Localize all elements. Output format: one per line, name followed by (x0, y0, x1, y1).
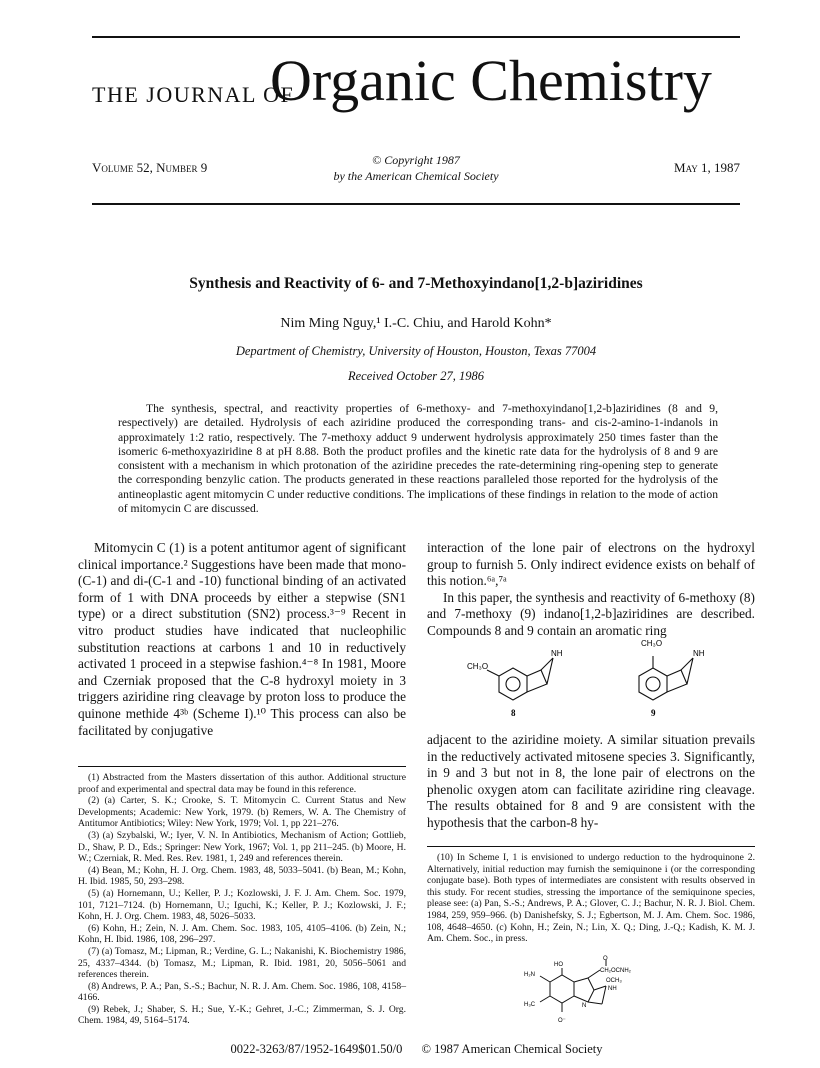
scheme-o-minus: O⁻ (558, 1018, 566, 1024)
article-code: 0022-3263/87/1952-1649$01.50/0 (230, 1042, 403, 1056)
scheme-och3: OCH₃ (606, 978, 622, 984)
issue-date: May 1, 1987 (674, 160, 740, 175)
copyright-line-2: by the American Chemical Society (333, 169, 499, 183)
body-column-left (78, 540, 406, 739)
body-paragraph: Mitomycin C (1) is a potent antitumor agent of significant clinical importance.² Suggestions have been made that mono-(C-1) and di-(C-1 and -10) functional binding of an activated form of 1 with DNA proceeds by either a stepwise (SN1 type) or a direct substitution (SN2) process.³⁻⁹ Recent in vitro product studies have indicated that nucleophilic substitution reactions at carbons 1 and 10 in reductively activated 1 proceed in a stepwise fashion.⁴⁻⁸ In 1981, Moore and Czerniak proposed that the C-8 hydroxyl moiety in 3 triggers aziridine ring cleavage by proton loss to produce the quinone methide 4³ᵇ (Scheme I).¹⁰ This process can also be facilitated by conjugative (78, 540, 406, 738)
footnote: (3) (a) Szybalski, W.; Iyer, V. N. In Antibiotics, Mechanism of Action; Gottlieb, D., Shaw, P. D., Eds.; Springer: New York, 1967; Vol. 1, pp 211–245. (b) Moore, H. W.; Czerniak, R. Med. Res. Rev. 1981, 1, 249 and references therein. (78, 829, 406, 865)
structure-8-number: 8 (511, 708, 516, 718)
structure-8-substituent: CH₃O (467, 662, 489, 671)
body-paragraph: interaction of the lone pair of electrons on the hydroxyl group to furnish 5. Only indirect evidence exists on behalf of this notion.⁶ᵃ,⁷ᵃ (427, 540, 755, 589)
journal-masthead (92, 48, 740, 128)
structure-9-nh: NH (693, 649, 705, 658)
scheme-carbonyl-o: O (603, 956, 608, 962)
footnote: (10) In Scheme I, 1 is envisioned to undergo reduction to the hydroquinone 2. Alternatively, initial reduction may furnish the semiquinone i (or the corresponding conjugate base). Both types of intermediates are consistent with results observed in this study. For recent studies, stressing the importance of the semiquinone species, please see: (a) Pan, S.-S.; Andrews, P. A.; Glover, C. J.; Bachur, N. R. J. Biol. Chem. 1984, 259, 959–966. (b) Danishefsky, S. J.; Egbertson, M. J. Am. Chem. Soc. 1986, 108, 4648–4650. (c) Kohn, H.; Zein, N.; Lin, X. Q.; Ding, J.-Q.; Kadish, K. M. J. Am. Chem. Soc., in press. (427, 852, 755, 945)
footnotes-right (427, 852, 755, 945)
issue-line (92, 152, 740, 186)
structure-9-number: 9 (651, 708, 656, 718)
copyright-block (92, 152, 740, 184)
structure-9 (639, 656, 693, 700)
article-authors: Nim Ming Nguy,¹ I.-C. Chiu, and Harold Kohn* (280, 316, 552, 331)
footer-copyright: © 1987 American Chemical Society (421, 1042, 603, 1056)
top-rule (92, 36, 740, 38)
footnote: (1) Abstracted from the Masters dissertation of this author. Additional structure proof and experimental and spectral data may be found in this reference. (78, 772, 406, 795)
page-footer (78, 1042, 755, 1057)
structure-9-substituent: CH₃O (641, 639, 663, 648)
scheme-h3c: H₃C (524, 1002, 536, 1008)
scheme-carbamate: CH₂OCNH₂ (600, 968, 631, 974)
received-date: Received October 27, 1986 (347, 369, 485, 383)
body-column-right-continued (427, 732, 755, 832)
footnote-rule-right (427, 846, 755, 847)
journal-title: Organic Chemistry (270, 48, 712, 113)
scheme-h2n: H₂N (524, 972, 535, 978)
scheme-nh: NH (608, 986, 617, 992)
footnote-rule-left (78, 766, 406, 767)
author-affiliation: Department of Chemistry, University of Houston, Houston, Texas 77004 (235, 344, 597, 358)
footnote: (2) (a) Carter, S. K.; Crooke, S. T. Mitomycin C. Current Status and New Developments; Academic: New York, 1979. (b) Remers, W. A. The Chemistry of Antitumor Antibiotics; Wiley: New York, 1979; Vol. 1, pp 221–276. (78, 795, 406, 830)
volume-number: Volume 52, Number 9 (92, 160, 208, 175)
footnote-scheme-structure (520, 956, 660, 1030)
footnote: (6) Kohn, H.; Zein, N. J. Am. Chem. Soc. 1983, 105, 4105–4106. (b) Zein, N.; Kohn, H. Ibid. 1986, 108, 296–297. (78, 922, 406, 946)
footnotes-left (78, 772, 406, 1027)
structure-8-nh: NH (551, 649, 563, 658)
body-paragraph: In this paper, the synthesis and reactivity of 6-methoxy (8) and 7-methoxy (9) indano[1,2-b]aziridines are described. Compounds 8 and 9 contain an aromatic ring (427, 589, 755, 638)
structure-8 (487, 658, 553, 700)
masthead-bottom-rule (92, 203, 740, 205)
footnote: (5) (a) Hornemann, U.; Keller, P. J.; Kozlowski, J. F. J. Am. Chem. Soc. 1979, 101, 7121–7124. (b) Hornemann, U.; Iguchi, K.; Keller, P. J.; Kozlowski, J. F.; Kohn, H. J. Org. Chem. 1983, 48, 5026–5033. (78, 887, 406, 923)
structures-8-and-9 (427, 632, 755, 718)
footnote: (7) (a) Tomasz, M.; Lipman, R.; Verdine, G. L.; Nakanishi, K. Biochemistry 1986, 25, 4337–4344. (b) Tomasz, M.; Lipman, R. Ibid. 1981, 20, 5056–5061 and references therein. (78, 945, 406, 981)
copyright-line-1: © Copyright 1987 (372, 153, 460, 167)
article-title: Synthesis and Reactivity of 6- and 7-Methoxyindano[1,2-b]aziridines (189, 275, 643, 292)
footnote: (4) Bean, M.; Kohn, H. J. Org. Chem. 1983, 48, 5033–5041. (b) Bean, M.; Kohn, H. Ibid. 1985, 50, 293–298. (78, 864, 406, 888)
scheme-n: N (582, 1003, 587, 1009)
masthead-prefix: THE JOURNAL OF (92, 82, 295, 107)
footnote: (8) Andrews, P. A.; Pan, S.-S.; Bachur, N. R. J. Am. Chem. Soc. 1986, 108, 4158–4166. (78, 980, 406, 1004)
body-column-right (427, 540, 755, 640)
scheme-ho: HO (554, 962, 563, 968)
abstract: The synthesis, spectral, and reactivity properties of 6-methoxy- and 7-methoxyindano[1,2-b]aziridines (8 and 9, respectively) are detailed. Hydrolysis of each aziridine produced the corresponding trans- and cis-2-amino-1-indanols in approximately 1:2 ratio, respectively. The 7-methoxy adduct 9 underwent hydrolysis approximately 250 times faster than the isomeric 6-methoxyaziridine 8 at pH 8.88. Both the product profiles and the kinetic rate data for the hydrolysis of 8 and 9 are consistent with a mechanism in which protonation of the aziridine precedes the rate-determining ring-opening step to generate the corresponding benzylic cation. The products generated in these reactions paralleled those reported for the hydrolysis of the antineoplastic agent mitomycin C under reductive conditions. The implications of these findings in relation to the mode of action of mitomycin C are discussed. (118, 402, 718, 516)
footnote: (9) Rebek, J.; Shaber, S. H.; Sue, Y.-K.; Gehret, J.-C.; Zimmerman, S. J. Org. Chem. 1984, 49, 5164–5174. (78, 1003, 406, 1027)
body-paragraph: adjacent to the aziridine moiety. A similar situation prevails in the reductively activated mitosene species 3. Significantly, in 9 and 3 but not in 8, the lone pair of electrons on the phenolic oxygen atom can facilitate aziridine ring cleavage. The results obtained for 8 and 9 are consistent with the hypothesis that the carbon-8 hy- (427, 732, 755, 830)
